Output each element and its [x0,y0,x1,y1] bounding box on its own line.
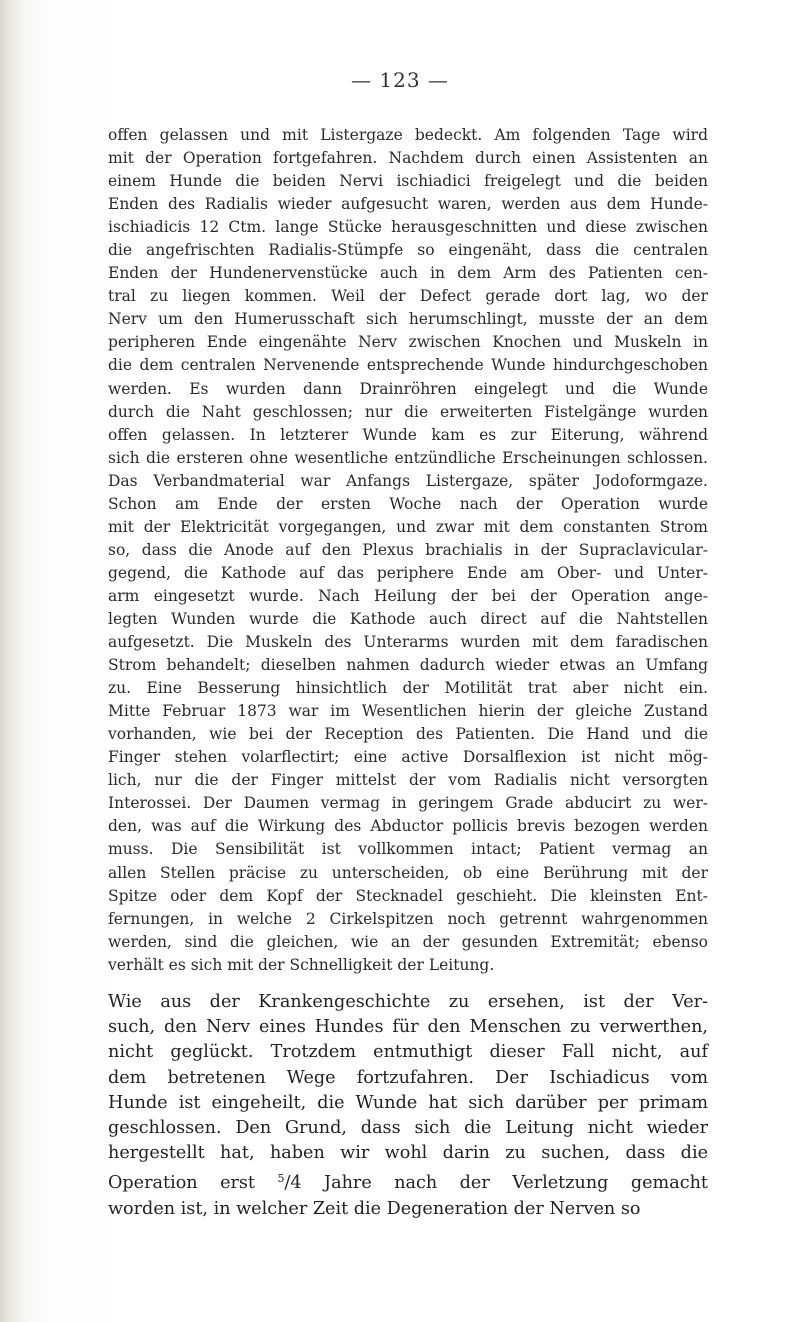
text-line: Mitte Februar 1873 war im Wesentlichen hierin der gleiche Zustand [108,702,708,721]
fraction-denominator: /4 [284,1173,302,1194]
text-line: geschlossen. Den Grund, dass sich die Leitung nicht wieder [108,1118,708,1139]
text-line: ischiadicis 12 Ctm. lange Stücke herausgeschnitten und diese zwischen [108,218,708,237]
text-line: lich, nur die der Finger mittelst der vom Radialis nicht versorgten [108,771,708,790]
body-text-large [108,990,708,1222]
text-line: peripheren Ende eingenähte Nerv zwischen Knochen und Muskeln in [108,333,708,352]
text-line: gegend, die Kathode auf das periphere Ende am Ober- und Unter- [108,563,708,582]
text-line: Enden der Hundenervenstücke auch in dem Arm des Patienten cen- [108,264,708,283]
text-fragment: Operation erst [108,1173,278,1194]
text-line: Enden des Radialis wieder aufgesucht waren, werden aus dem Hunde- [108,195,708,214]
text-line: worden ist, in welcher Zeit die Degeneration der Nerven so [108,1198,641,1219]
text-line: werden. Es wurden dann Drainröhren eingelegt und die Wunde [108,379,708,398]
text-line: legten Wunden wurde die Kathode auch direct auf die Nahtstellen [108,609,708,628]
text-line: durch die Naht geschlossen; nur die erweiterten Fistelgänge wurden [108,402,708,421]
text-line: den, was auf die Wirkung des Abductor pollicis brevis bezogen werden [108,817,708,836]
text-line: such, den Nerv eines Hundes für den Menschen zu verwerthen, [108,1017,708,1038]
text-line: werden, sind die gleichen, wie an der gesunden Extremität; ebenso [108,932,708,951]
text-line: mit der Elektricität vorgegangen, und zwar mit dem constanten Strom [108,517,708,536]
text-line: arm eingesetzt wurde. Nach Heilung der bei der Operation ange- [108,586,708,605]
body-text-small [108,124,708,977]
text-line: sich die ersteren ohne wesentliche entzündliche Erscheinungen schlossen. [108,448,708,467]
text-line: zu. Eine Besserung hinsichtlich der Motilität trat aber nicht ein. [108,679,708,698]
text-line: dem betretenen Wege fortzufahren. Der Ischiadicus vom [108,1067,708,1088]
text-line: Strom behandelt; dieselben nahmen dadurch wieder etwas an Umfang [108,656,708,675]
text-fragment: Jahre nach der Verletzung gemacht [301,1173,708,1194]
text-line: aufgesetzt. Die Muskeln des Unterarms wurden mit dem faradischen [108,633,708,652]
text-line: Wie aus der Krankengeschichte zu ersehen, ist der Ver- [108,992,708,1012]
text-line: die dem centralen Nervenende entsprechende Wunde hindurchgeschoben [108,356,708,375]
text-line: offen gelassen und mit Listergaze bedeckt. Am folgenden Tage wird [108,126,708,144]
text-line: Hunde ist eingeheilt, die Wunde hat sich darüber per primam [108,1092,708,1113]
text-line: allen Stellen präcise zu unterscheiden, ob eine Berührung mit der [108,863,708,882]
text-line: Das Verbandmaterial war Anfangs Listergaze, später Jodoformgaze. [108,471,708,490]
text-line: Nerv um den Humerusschaft sich herumschlingt, musste der an dem [108,310,708,329]
text-line: Finger stehen volarflectirt; eine active Dorsalflexion ist nicht mög- [108,748,708,767]
text-line: Spitze oder dem Kopf der Stecknadel geschieht. Die kleinsten Ent- [108,886,708,905]
fraction-numerator: 5 [277,1172,285,1186]
text-line: mit der Operation fortgefahren. Nachdem durch einen Assistenten an [108,149,708,168]
text-line: vorhanden, wie bei der Reception des Patienten. Die Hand und die [108,725,708,744]
text-line-fraction [108,1166,708,1196]
text-line: fernungen, in welche 2 Cirkelspitzen noch getrennt wahrgenommen [108,909,708,928]
text-line: hergestellt hat, haben wir wohl darin zu suchen, dass die [108,1143,708,1164]
text-line: Interossei. Der Daumen vermag in geringem Grade abducirt zu wer- [108,794,708,813]
text-line: verhält es sich mit der Schnelligkeit der Leitung. [108,955,495,974]
text-line: muss. Die Sensibilität ist vollkommen intact; Patient vermag an [108,840,708,859]
text-line: offen gelassen. In letzterer Wunde kam es zur Eiterung, während [108,425,708,444]
text-line: Schon am Ende der ersten Woche nach der Operation wurde [108,494,708,513]
page-number: — 123 — [351,68,449,92]
text-line: die angefrischten Radialis-Stümpfe so eingenäht, dass die centralen [108,241,708,260]
text-line: so, dass die Anode auf den Plexus brachialis in der Supraclavicular- [108,540,708,559]
text-line: einem Hunde die beiden Nervi ischiadici freigelegt und die beiden [108,172,708,191]
text-line: tral zu liegen kommen. Weil der Defect gerade dort lag, wo der [108,287,708,306]
text-line: nicht geglückt. Trotzdem entmuthigt dieser Fall nicht, auf [108,1042,708,1063]
